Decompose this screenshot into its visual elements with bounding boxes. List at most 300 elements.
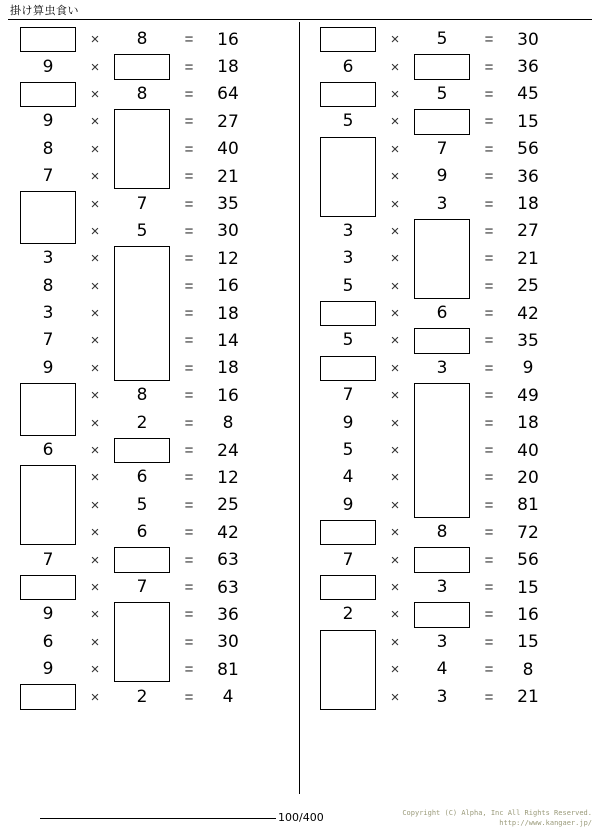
product-value: 63 <box>217 550 239 571</box>
equals-icon: = <box>484 414 494 432</box>
equals-icon: = <box>184 332 194 350</box>
answer-box[interactable] <box>114 438 170 463</box>
operand-slot <box>108 519 176 546</box>
answer-box[interactable] <box>20 684 76 709</box>
equals-icon: = <box>484 168 494 186</box>
operand-value: 4 <box>436 659 448 680</box>
operand-left <box>14 546 82 573</box>
operand-slot <box>14 409 82 436</box>
problem-row <box>300 245 600 272</box>
operand-slot <box>408 218 476 245</box>
answer-box[interactable] <box>20 575 76 600</box>
answer-box[interactable] <box>414 109 470 134</box>
operand-right <box>408 546 476 573</box>
operand-value: 5 <box>342 111 354 132</box>
equals-icon: = <box>184 195 194 213</box>
operand-value: 3 <box>436 577 448 597</box>
operand-value: 6 <box>342 56 354 77</box>
product-value: 21 <box>217 166 239 187</box>
product-value: 36 <box>517 166 539 187</box>
equals-icon: = <box>484 359 494 377</box>
operand-right <box>108 190 176 217</box>
equals-icon: = <box>184 58 194 76</box>
problem-row <box>300 327 600 354</box>
operand-right <box>108 81 176 108</box>
operand-value: 7 <box>136 193 148 214</box>
equals-icon: = <box>184 551 194 569</box>
right-column-rows <box>300 26 600 711</box>
problem-row <box>0 464 299 491</box>
operand-slot <box>314 108 382 135</box>
operand-slot <box>408 437 476 464</box>
multiply-icon: × <box>390 688 400 706</box>
answer-box[interactable] <box>320 575 376 600</box>
operand-right <box>108 683 176 710</box>
operand-slot <box>314 136 382 163</box>
multiply-icon: × <box>390 524 400 542</box>
operand-slot <box>314 218 382 245</box>
multiply-icon: × <box>90 195 100 213</box>
product-value: 18 <box>517 413 539 434</box>
operand-slot <box>108 163 176 190</box>
multiply-icon: × <box>90 606 100 624</box>
right-column <box>300 22 600 794</box>
multiply-icon: × <box>90 524 100 542</box>
operand-slot <box>408 574 476 601</box>
problem-row <box>300 437 600 464</box>
equals-icon: = <box>184 606 194 624</box>
operand-slot <box>108 464 176 491</box>
operand-value: 9 <box>342 494 354 515</box>
multiply-icon: × <box>390 305 400 323</box>
operand-value: 3 <box>342 220 354 241</box>
problem-row <box>300 53 600 80</box>
multiply-icon: × <box>390 332 400 350</box>
operand-left <box>314 355 382 382</box>
operand-slot <box>14 108 82 135</box>
product-value: 45 <box>517 84 539 105</box>
problem-row <box>300 273 600 300</box>
product-value: 16 <box>217 29 239 50</box>
equals-icon: = <box>484 332 494 350</box>
operand-slot <box>108 108 176 135</box>
operand-value: 8 <box>436 522 448 543</box>
operand-slot <box>108 273 176 300</box>
product-value: 15 <box>517 632 539 653</box>
equals-icon: = <box>184 496 194 514</box>
operand-right <box>108 300 176 327</box>
operand-slot <box>314 464 382 491</box>
problem-row <box>0 355 299 382</box>
equals-icon: = <box>184 359 194 377</box>
multiply-icon: × <box>390 250 400 268</box>
multiply-icon: × <box>90 551 100 569</box>
operand-value: 3 <box>436 193 448 214</box>
operand-left <box>14 136 82 163</box>
operand-left <box>14 574 82 601</box>
operand-slot <box>108 574 176 601</box>
operand-slot <box>14 273 82 300</box>
problem-row <box>0 574 299 601</box>
operand-slot <box>108 382 176 409</box>
operand-left <box>14 601 82 628</box>
copyright-line-2: http://www.kangaer.jp/ <box>499 819 592 828</box>
operand-slot <box>408 546 476 573</box>
operand-value: 4 <box>342 467 354 488</box>
problem-row <box>300 546 600 573</box>
equals-icon: = <box>184 168 194 186</box>
operand-slot <box>14 218 82 245</box>
product-value: 40 <box>517 440 539 461</box>
operand-slot <box>14 355 82 382</box>
product-value: 18 <box>217 57 239 78</box>
operand-slot <box>408 136 476 163</box>
operand-slot <box>314 519 382 546</box>
product-value: 8 <box>522 659 534 680</box>
operand-left <box>14 656 82 683</box>
operand-value: 6 <box>136 467 148 488</box>
operand-right <box>408 81 476 108</box>
operand-right <box>108 136 176 163</box>
operand-slot <box>314 355 382 382</box>
left-column-rows <box>0 26 299 711</box>
multiply-icon: × <box>390 551 400 569</box>
operand-slot <box>314 81 382 108</box>
answer-box[interactable] <box>20 27 76 52</box>
multiply-icon: × <box>390 442 400 460</box>
multiply-icon: × <box>90 277 100 295</box>
operand-right <box>108 437 176 464</box>
operand-slot <box>108 190 176 217</box>
operand-slot <box>408 464 476 491</box>
operand-value: 5 <box>342 275 354 296</box>
operand-slot <box>108 355 176 382</box>
operand-value: 9 <box>42 659 54 680</box>
product-value: 18 <box>217 303 239 324</box>
problem-row <box>0 273 299 300</box>
equals-icon: = <box>484 387 494 405</box>
operand-value: 5 <box>136 220 148 241</box>
answer-box[interactable] <box>320 520 376 545</box>
answer-box[interactable] <box>320 27 376 52</box>
operand-slot <box>14 683 82 710</box>
page-title: 掛け算虫食い <box>10 4 79 17</box>
answer-box[interactable] <box>114 54 170 79</box>
operand-right <box>408 656 476 683</box>
operand-value: 7 <box>42 166 54 187</box>
multiply-icon: × <box>390 661 400 679</box>
product-value: 21 <box>517 687 539 708</box>
operand-left <box>14 437 82 464</box>
multiply-icon: × <box>90 250 100 268</box>
problem-row <box>0 81 299 108</box>
operand-right <box>408 519 476 546</box>
page-number: 100/400 <box>278 811 324 824</box>
answer-box[interactable] <box>320 82 376 107</box>
operand-right <box>108 601 176 628</box>
problem-columns <box>0 22 600 794</box>
answer-box[interactable] <box>320 301 376 326</box>
operand-right <box>408 355 476 382</box>
operand-slot <box>108 656 176 683</box>
problem-row <box>300 382 600 409</box>
multiply-icon: × <box>390 496 400 514</box>
multiply-icon: × <box>390 387 400 405</box>
problem-row <box>0 190 299 217</box>
multiply-icon: × <box>90 31 100 49</box>
operand-slot <box>408 163 476 190</box>
equals-icon: = <box>484 469 494 487</box>
problem-row <box>300 26 600 53</box>
footer-divider <box>40 818 276 819</box>
product-value: 35 <box>217 194 239 215</box>
operand-value: 2 <box>136 412 148 433</box>
equals-icon: = <box>184 524 194 542</box>
operand-left <box>14 492 82 519</box>
equals-icon: = <box>484 606 494 624</box>
equals-icon: = <box>184 113 194 131</box>
operand-left <box>14 273 82 300</box>
operand-left <box>14 409 82 436</box>
problem-row <box>300 492 600 519</box>
operand-value: 7 <box>342 385 354 406</box>
operand-left <box>314 190 382 217</box>
answer-box[interactable] <box>320 356 376 381</box>
operand-slot <box>108 492 176 519</box>
operand-value: 5 <box>436 29 448 50</box>
product-value: 12 <box>217 248 239 269</box>
problem-row <box>0 382 299 409</box>
operand-slot <box>108 218 176 245</box>
operand-left <box>314 300 382 327</box>
operand-left <box>14 108 82 135</box>
header-divider <box>8 19 592 20</box>
operand-slot <box>14 629 82 656</box>
multiply-icon: × <box>90 661 100 679</box>
operand-slot <box>108 26 176 53</box>
operand-left <box>14 683 82 710</box>
operand-slot <box>108 683 176 710</box>
operand-right <box>408 437 476 464</box>
answer-box[interactable] <box>414 547 470 572</box>
operand-slot <box>14 327 82 354</box>
problem-row <box>0 163 299 190</box>
problem-row <box>300 300 600 327</box>
operand-right <box>408 629 476 656</box>
operand-left <box>14 300 82 327</box>
operand-value: 9 <box>42 111 54 132</box>
operand-right <box>108 629 176 656</box>
problem-row <box>0 629 299 656</box>
operand-left <box>14 382 82 409</box>
operand-right <box>108 245 176 272</box>
operand-right <box>408 136 476 163</box>
operand-slot <box>314 546 382 573</box>
operand-value: 3 <box>342 248 354 269</box>
multiply-icon: × <box>90 113 100 131</box>
multiply-icon: × <box>90 414 100 432</box>
operand-slot <box>408 355 476 382</box>
equals-icon: = <box>484 113 494 131</box>
operand-right <box>108 656 176 683</box>
multiply-icon: × <box>90 359 100 377</box>
operand-left <box>314 81 382 108</box>
operand-value: 3 <box>436 686 448 707</box>
equals-icon: = <box>184 661 194 679</box>
operand-left <box>314 601 382 628</box>
multiply-icon: × <box>90 222 100 240</box>
product-value: 15 <box>517 111 539 132</box>
operand-right <box>108 108 176 135</box>
operand-value: 7 <box>136 577 148 597</box>
operand-slot <box>314 26 382 53</box>
operand-slot <box>14 464 82 491</box>
operand-right <box>108 546 176 573</box>
equals-icon: = <box>484 661 494 679</box>
operand-slot <box>314 437 382 464</box>
operand-slot <box>14 546 82 573</box>
product-value: 14 <box>217 330 239 351</box>
operand-value: 7 <box>342 549 354 570</box>
operand-left <box>314 492 382 519</box>
operand-slot <box>408 601 476 628</box>
product-value: 81 <box>217 659 239 680</box>
problem-row <box>300 601 600 628</box>
equals-icon: = <box>484 277 494 295</box>
multiply-icon: × <box>390 195 400 213</box>
operand-left <box>14 355 82 382</box>
operand-slot <box>14 190 82 217</box>
operand-slot <box>408 656 476 683</box>
equals-icon: = <box>184 222 194 240</box>
operand-value: 7 <box>436 138 448 159</box>
equals-icon: = <box>184 579 194 596</box>
answer-box[interactable] <box>114 547 170 572</box>
operand-left <box>14 464 82 491</box>
product-value: 30 <box>517 29 539 50</box>
operand-left <box>314 26 382 53</box>
operand-slot <box>408 26 476 53</box>
operand-right <box>108 409 176 436</box>
operand-slot <box>314 629 382 656</box>
operand-slot <box>408 273 476 300</box>
multiply-icon: × <box>390 633 400 651</box>
problem-row <box>0 656 299 683</box>
product-value: 56 <box>517 139 539 160</box>
operand-value: 6 <box>436 303 448 324</box>
operand-slot <box>408 53 476 80</box>
operand-slot <box>314 574 382 601</box>
operand-left <box>314 519 382 546</box>
operand-right <box>108 26 176 53</box>
problem-row <box>0 601 299 628</box>
operand-value: 3 <box>42 303 54 324</box>
operand-slot <box>108 53 176 80</box>
operand-slot <box>108 601 176 628</box>
product-value: 25 <box>517 276 539 297</box>
product-value: 27 <box>517 221 539 242</box>
product-value: 36 <box>517 57 539 78</box>
operand-left <box>14 53 82 80</box>
operand-slot <box>108 629 176 656</box>
operand-left <box>314 327 382 354</box>
copyright-line-1: Copyright (C) Alpha, Inc All Rights Reserved. <box>402 809 592 817</box>
problem-row <box>300 163 600 190</box>
problem-row <box>300 136 600 163</box>
multiply-icon: × <box>90 305 100 323</box>
operand-slot <box>408 108 476 135</box>
page-footer <box>0 800 600 832</box>
operand-left <box>314 546 382 573</box>
operand-left <box>14 81 82 108</box>
equals-icon: = <box>184 140 194 158</box>
equals-icon: = <box>184 31 194 49</box>
left-column <box>0 22 300 794</box>
operand-right <box>408 327 476 354</box>
answer-box[interactable] <box>414 602 470 627</box>
equals-icon: = <box>184 688 194 706</box>
operand-slot <box>314 492 382 519</box>
answer-box[interactable] <box>414 54 470 79</box>
operand-left <box>314 464 382 491</box>
operand-value: 8 <box>42 275 54 296</box>
equals-icon: = <box>484 195 494 213</box>
multiply-icon: × <box>390 579 400 596</box>
operand-right <box>408 190 476 217</box>
equals-icon: = <box>484 633 494 651</box>
operand-left <box>14 163 82 190</box>
operand-slot <box>314 382 382 409</box>
operand-left <box>314 409 382 436</box>
operand-slot <box>14 492 82 519</box>
product-value: 27 <box>217 111 239 132</box>
problem-row <box>0 519 299 546</box>
answer-box[interactable] <box>20 82 76 107</box>
operand-slot <box>14 300 82 327</box>
operand-right <box>408 26 476 53</box>
problem-row <box>0 136 299 163</box>
product-value: 15 <box>517 577 539 598</box>
multiply-icon: × <box>90 332 100 350</box>
equals-icon: = <box>484 31 494 49</box>
operand-slot <box>314 601 382 628</box>
product-value: 56 <box>517 550 539 571</box>
product-value: 72 <box>517 522 539 543</box>
multiply-icon: × <box>90 85 100 103</box>
operand-value: 5 <box>342 440 354 461</box>
operand-right <box>408 245 476 272</box>
operand-slot <box>108 245 176 272</box>
operand-slot <box>14 382 82 409</box>
operand-slot <box>314 273 382 300</box>
product-value: 20 <box>517 467 539 488</box>
problem-row <box>0 245 299 272</box>
product-value: 16 <box>217 276 239 297</box>
copyright-block <box>402 808 592 828</box>
operand-right <box>408 574 476 601</box>
operand-left <box>14 519 82 546</box>
operand-value: 2 <box>342 604 354 625</box>
product-value: 18 <box>517 194 539 215</box>
operand-value: 8 <box>136 385 148 406</box>
problem-row <box>300 218 600 245</box>
product-value: 8 <box>222 413 234 434</box>
equals-icon: = <box>184 387 194 405</box>
operand-slot <box>314 163 382 190</box>
answer-box[interactable] <box>414 328 470 353</box>
equals-icon: = <box>184 414 194 432</box>
operand-left <box>314 136 382 163</box>
